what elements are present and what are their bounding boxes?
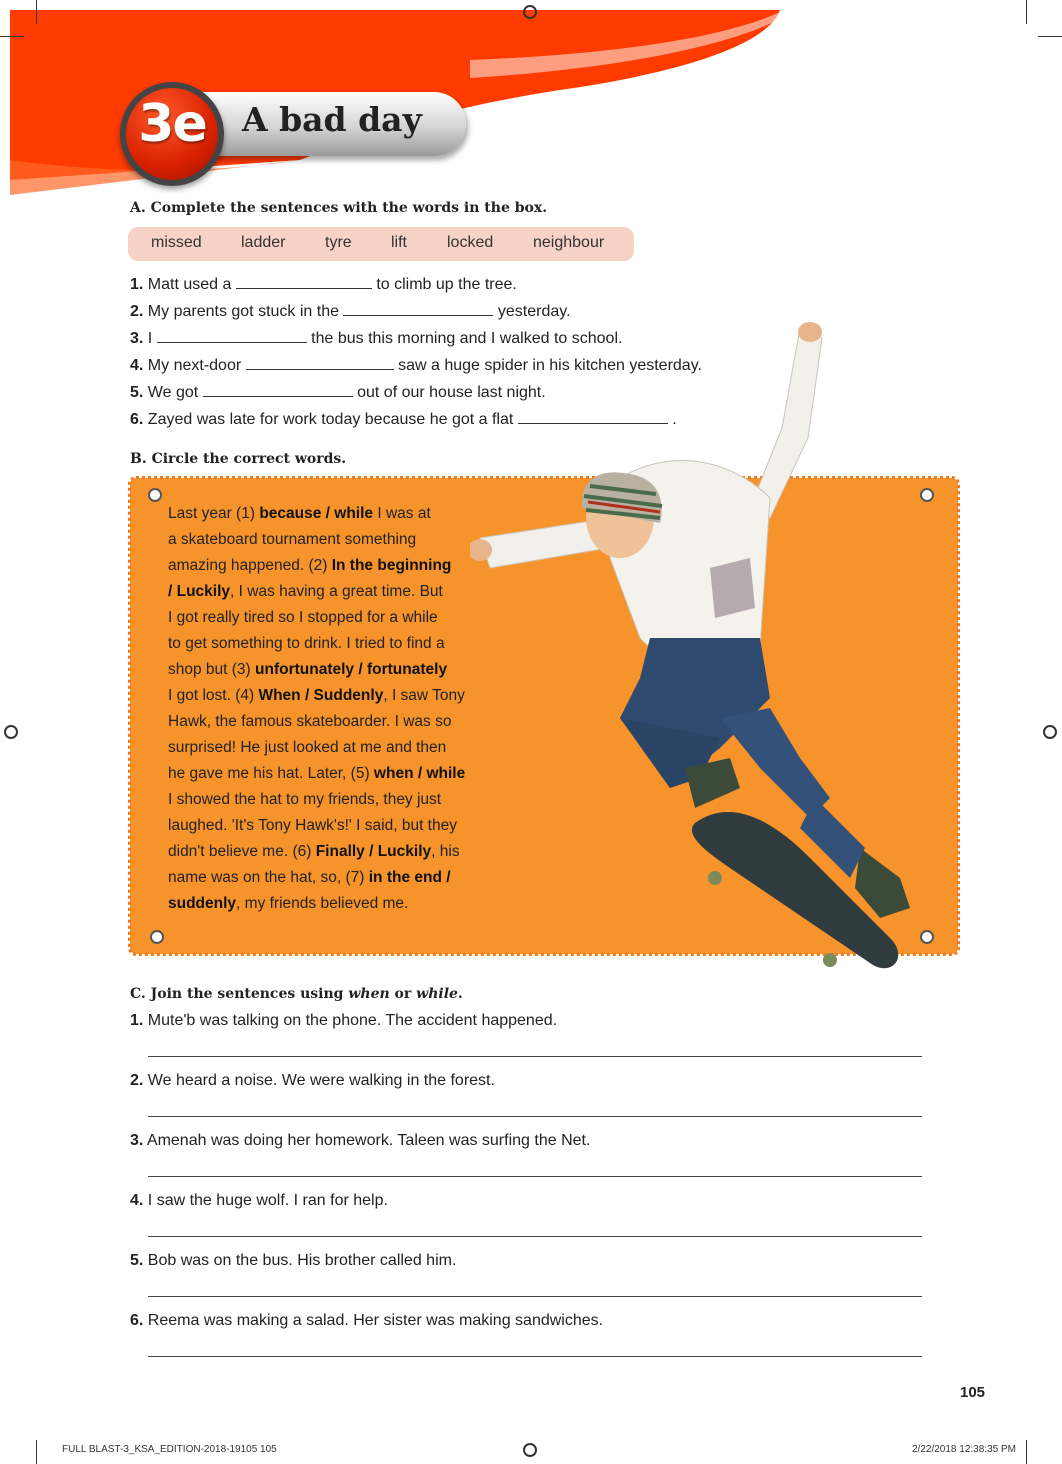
word-box-item: missed: [151, 234, 202, 251]
page-number: 105: [960, 1384, 986, 1401]
story-text: a skateboard tournament something: [168, 531, 417, 548]
item-text: We heard a noise. We were walking in the forest.: [147, 1072, 495, 1089]
answer-line[interactable]: [148, 1116, 922, 1117]
word-choice[interactable]: In the beginning: [331, 557, 452, 574]
footer-right: 2/22/2018 12:38:35 PM: [912, 1444, 1016, 1455]
story-text: , his: [431, 843, 460, 860]
item-text: Zayed was late for work today because he got a flat: [147, 411, 514, 428]
story-line: [168, 635, 445, 653]
story-text: to get something to drink. I tried to find a: [168, 635, 445, 652]
answer-blank[interactable]: [246, 355, 394, 370]
item-text: Bob was on the bus. His brother called him.: [147, 1252, 457, 1269]
story-line: [168, 687, 465, 705]
story-text: he gave me his hat. Later, (5): [168, 765, 374, 782]
item-text: the bus this morning and I walked to school.: [311, 330, 623, 347]
word-choice[interactable]: when / while: [373, 765, 466, 782]
answer-line[interactable]: [148, 1176, 922, 1177]
instruction-text: or: [389, 986, 417, 1002]
instruction-keyword: when: [348, 986, 390, 1002]
answer-line[interactable]: [148, 1296, 922, 1297]
crop-mark: [1026, 0, 1027, 24]
story-text: I got really tired so I stopped for a while: [168, 609, 438, 626]
item-text: Amenah was doing her homework. Taleen was surfing the Net.: [146, 1132, 591, 1149]
item-text: Mute'b was talking on the phone. The accident happened.: [147, 1012, 558, 1029]
item-text: My next-door: [147, 357, 242, 374]
pin-icon: [148, 488, 162, 502]
word-box-item: tyre: [325, 234, 352, 251]
item-text: out of our house last night.: [357, 384, 546, 401]
item-number: 3.: [130, 330, 144, 347]
story-line: [168, 661, 447, 679]
word-box-item: neighbour: [533, 234, 605, 251]
item-number: 4.: [130, 357, 144, 374]
pin-icon: [150, 930, 164, 944]
registration-mark-icon: [523, 5, 537, 19]
skateboarder-image: [470, 318, 930, 978]
answer-blank[interactable]: [343, 301, 493, 316]
item-text: yesterday.: [497, 303, 571, 320]
story-line: [168, 531, 416, 549]
registration-mark-icon: [523, 1443, 537, 1457]
page-title: A bad day: [242, 100, 422, 139]
story-line: [168, 505, 431, 523]
footer-left: FULL BLAST-3_KSA_EDITION-2018-19105 105: [62, 1444, 277, 1455]
section-c-instruction: [130, 986, 463, 1002]
item-number: 2.: [130, 1072, 144, 1089]
word-choice[interactable]: / Luckily: [168, 583, 231, 600]
registration-mark-icon: [1043, 725, 1057, 739]
crop-mark: [36, 1440, 37, 1464]
word-choice[interactable]: When / Suddenly: [258, 687, 384, 704]
item-text: Reema was making a salad. Her sister was making sandwiches.: [147, 1312, 604, 1329]
story-line: [168, 791, 441, 809]
crop-mark: [1026, 1440, 1027, 1464]
story-line: [168, 765, 465, 783]
story-text: shop but (3): [168, 661, 256, 678]
story-line: [168, 739, 446, 757]
story-text: , I saw Tony: [383, 687, 465, 704]
story-text: name was on the hat, so, (7): [168, 869, 369, 886]
story-line: [168, 713, 451, 731]
instruction-text: .: [457, 986, 463, 1002]
story-text: surprised! He just looked at me and then: [168, 739, 447, 756]
crop-mark: [36, 0, 37, 24]
item-number: 1.: [130, 1012, 144, 1029]
item-text: to climb up the tree.: [376, 276, 517, 293]
word-choice[interactable]: Finally / Luckily: [315, 843, 432, 860]
item-text: Matt used a: [147, 276, 232, 293]
story-text: I showed the hat to my friends, they just: [168, 791, 442, 808]
exercise-a-item: [130, 274, 517, 294]
exercise-c-item: [130, 1012, 557, 1030]
registration-mark-icon: [4, 725, 18, 739]
word-box-item: ladder: [241, 234, 286, 251]
exercise-c-item: [130, 1132, 590, 1150]
section-b-instruction: B. Circle the correct words.: [130, 451, 347, 467]
exercise-c-item: [130, 1072, 495, 1090]
story-text: I got lost. (4): [168, 687, 259, 704]
word-choice[interactable]: because / while: [259, 505, 374, 522]
word-choice[interactable]: suddenly: [168, 895, 237, 912]
answer-line[interactable]: [148, 1056, 922, 1057]
item-number: 5.: [130, 1252, 144, 1269]
item-number: 3.: [130, 1132, 144, 1149]
item-text: We got: [147, 384, 199, 401]
item-number: 5.: [130, 384, 144, 401]
item-text: .: [672, 411, 677, 428]
item-number: 1.: [130, 276, 144, 293]
story-text: I was at: [373, 505, 431, 522]
story-text: , my friends believed me.: [236, 895, 409, 912]
instruction-keyword: while: [416, 986, 458, 1002]
item-text: saw a huge spider in his kitchen yesterday.: [398, 357, 702, 374]
item-number: 2.: [130, 303, 144, 320]
answer-line[interactable]: [148, 1356, 922, 1357]
story-text: didn't believe me. (6): [168, 843, 316, 860]
crop-mark: [0, 36, 24, 37]
story-line: [168, 557, 451, 575]
exercise-c-item: [130, 1192, 388, 1210]
section-a-instruction: A. Complete the sentences with the words in the box.: [130, 200, 548, 216]
answer-blank[interactable]: [157, 328, 307, 343]
exercise-c-item: [130, 1252, 456, 1270]
answer-blank[interactable]: [236, 274, 372, 289]
story-line: [168, 609, 438, 627]
story-text: amazing happened. (2): [168, 557, 332, 574]
word-box-item: lift: [391, 234, 407, 251]
story-line: [168, 895, 408, 913]
story-line: [168, 817, 457, 835]
answer-line[interactable]: [148, 1236, 922, 1237]
story-text: Hawk, the famous skateboarder. I was so: [168, 713, 452, 730]
story-text: , I was having a great time. But: [230, 583, 443, 600]
word-choice[interactable]: unfortunately / fortunately: [255, 661, 448, 678]
word-box-item: locked: [447, 234, 494, 251]
story-text: Last year (1): [168, 505, 260, 522]
item-number: 6.: [130, 411, 144, 428]
exercise-c-item: [130, 1312, 603, 1330]
story-line: [168, 843, 460, 861]
answer-blank[interactable]: [203, 382, 353, 397]
story-text: laughed. 'It's Tony Hawk's!' I said, but they: [168, 817, 457, 834]
item-text: I saw the huge wolf. I ran for help.: [147, 1192, 388, 1209]
item-text: I: [147, 330, 153, 347]
item-text: My parents got stuck in the: [147, 303, 339, 320]
item-number: 4.: [130, 1192, 144, 1209]
story-line: [168, 583, 443, 601]
story-line: [168, 869, 451, 887]
instruction-text: C. Join the sentences using: [130, 986, 349, 1002]
word-choice[interactable]: in the end /: [368, 869, 451, 886]
unit-badge-label: 3e: [138, 94, 206, 154]
item-number: 6.: [130, 1312, 144, 1329]
crop-mark: [1038, 36, 1062, 37]
